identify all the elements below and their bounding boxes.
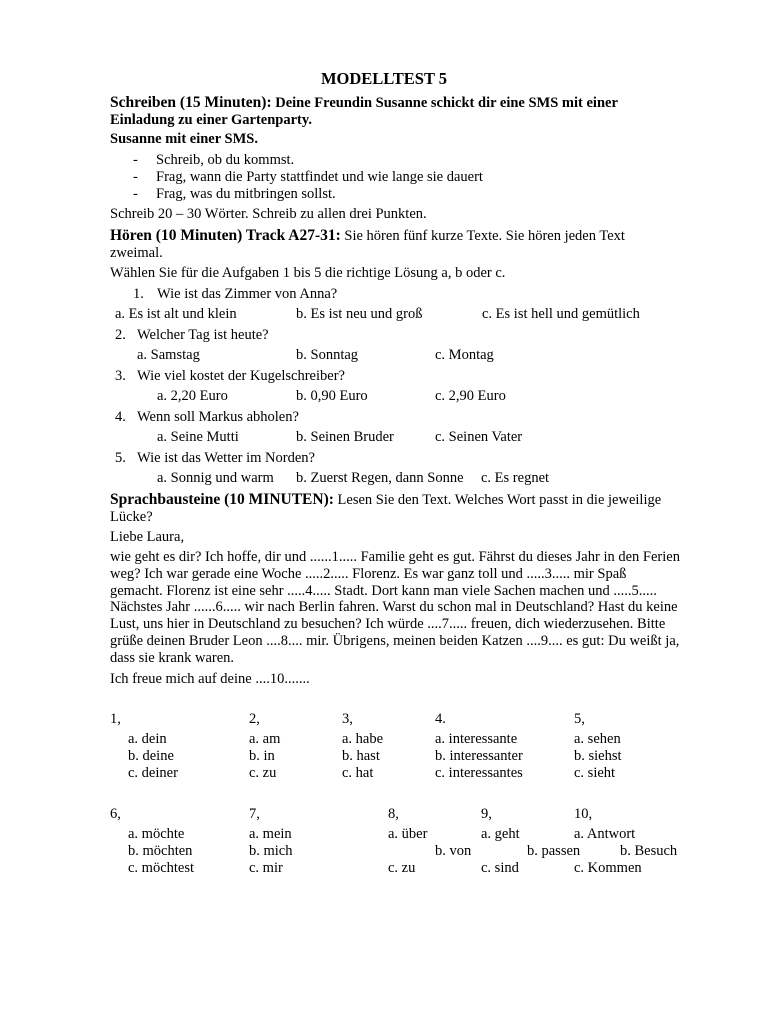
schreiben-heading-block [110,94,670,129]
gap-number: 7, [249,806,260,822]
schreiben-heading: Schreiben (15 Minuten): [110,94,272,111]
answer-option: b. passen [527,843,581,859]
answer-option: a. am [249,731,281,747]
answer-option: c. möchtest [128,860,195,876]
sprach-heading: Sprachbausteine (10 MINUTEN): [110,491,334,508]
question-text: Welcher Tag ist heute? [137,327,269,343]
answer-option: c. zu [249,765,277,781]
question-number: 4. [115,409,126,425]
sprach-intro: Lesen Sie den Text. Welches Wort passt in die jeweilige Lücke? [110,492,662,525]
option-a: a. Seine Mutti [157,429,239,445]
question-text: Wie viel kostet der Kugelschreiber? [137,368,345,384]
answer-option: a. geht [481,826,520,842]
gap-number: 4. [435,711,446,727]
answer-option: b. siehst [574,748,622,764]
answer-option: c. Kommen [574,860,642,876]
option-b: b. Seinen Bruder [296,429,394,445]
hoeren-heading: Hören (10 Minuten) Track A27-31: [110,227,341,244]
letter-closing: Ich freue mich auf deine ....10....... [110,671,310,687]
answer-option: b. möchten [128,843,193,859]
option-c: c. Seinen Vater [435,429,523,445]
option-c: c. Montag [435,347,494,363]
bullet-dash: - [133,169,138,185]
option-a: a. 2,20 Euro [157,388,228,404]
answer-option: a. interessante [435,731,518,747]
answer-option: a. sehen [574,731,621,747]
answer-option: a. dein [128,731,167,747]
schreiben-bullet: Frag, wann die Party stattfindet und wie lange sie dauert [156,169,483,185]
schreiben-intro: Deine Freundin Susanne schickt dir eine SMS mit einer Einladung zu einer Gartenparty. [110,95,618,128]
answer-option: c. deiner [128,765,178,781]
gap-number: 2, [249,711,260,727]
sprach-heading-block [110,491,670,526]
letter-greeting: Liebe Laura, [110,529,185,545]
gap-number: 3, [342,711,353,727]
schreiben-line2: Susanne mit einer SMS. [110,131,258,147]
answer-option: b. Besuch [620,843,678,859]
hoeren-heading-block [110,227,670,262]
answer-option: b. hast [342,748,380,764]
answer-option: c. zu [388,860,416,876]
schreiben-instruction: Schreib 20 – 30 Wörter. Schreib zu allen drei Punkten. [110,206,427,222]
option-b: b. Zuerst Regen, dann Sonne [296,470,464,486]
answer-option: b. deine [128,748,174,764]
answer-option: a. über [388,826,428,842]
question-number: 2. [115,327,126,343]
answer-option: b. von [435,843,472,859]
hoeren-instruction: Wählen Sie für die Aufgaben 1 bis 5 die richtige Lösung a, b oder c. [110,265,506,281]
question-text: Wie ist das Zimmer von Anna? [157,286,338,302]
answer-option: c. sieht [574,765,616,781]
schreiben-bullet: Schreib, ob du kommst. [156,152,295,168]
question-number: 5. [115,450,126,466]
answer-option: a. mein [249,826,292,842]
answer-option: b. in [249,748,275,764]
answer-option: c. interessantes [435,765,523,781]
gap-number: 10, [574,806,593,822]
page-title: MODELLTEST 5 [320,69,448,88]
answer-option: b. mich [249,843,293,859]
question-number: 3. [115,368,126,384]
answer-option: c. sind [481,860,519,876]
question-text: Wenn soll Markus abholen? [137,409,299,425]
gap-number: 9, [481,806,492,822]
answer-option: c. hat [342,765,374,781]
gap-number: 5, [574,711,585,727]
question-text: Wie ist das Wetter im Norden? [137,450,315,466]
answer-option: b. interessanter [435,748,523,764]
letter-body: wie geht es dir? Ich hoffe, dir und ......1..... Familie geht es gut. Fährst du dieses Jahr in den Ferien weg? Ich war gerade eine Woche .....2..... Florenz. Es war ganz toll und .....3..... mir Spaß gemacht. Florenz ist eine sehr .....4..... Stadt. Dort kann man viele Sachen machen und .....5..... Nächstes Jahr ......6..... wir nach Berlin fahren. Warst du schon mal in Deutschland? Hast du keine Lust, uns hier in Deutschland zu besuchen? Ich würde ....7..... freuen, dich wiederzusehen. Bitte grüße deinen Bruder Leon ....8.... mir. Übrigens, meinen beiden Katzen ....9.... es gut: Du weißt ja, dass sie krank waren. [110,549,680,666]
option-c: c. 2,90 Euro [435,388,506,404]
option-a: a. Sonnig und warm [157,470,274,486]
answer-option: c. mir [249,860,283,876]
gap-number: 8, [388,806,399,822]
gap-number: 1, [110,711,121,727]
answer-option: a. Antwort [574,826,636,842]
option-c: c. Es ist hell und gemütlich [482,306,640,322]
option-b: b. 0,90 Euro [296,388,368,404]
bullet-dash: - [133,152,138,168]
option-c: c. Es regnet [481,470,550,486]
option-b: b. Sonntag [296,347,359,363]
gap-number: 6, [110,806,121,822]
answer-option: a. habe [342,731,384,747]
option-a: a. Es ist alt und klein [115,306,237,322]
question-number: 1. [133,286,144,302]
bullet-dash: - [133,186,138,202]
answer-option: a. möchte [128,826,185,842]
option-a: a. Samstag [137,347,200,363]
option-b: b. Es ist neu und groß [296,306,423,322]
schreiben-bullet: Frag, was du mitbringen sollst. [156,186,336,202]
hoeren-intro: Sie hören fünf kurze Texte. Sie hören jeden Text zweimal. [110,228,625,261]
